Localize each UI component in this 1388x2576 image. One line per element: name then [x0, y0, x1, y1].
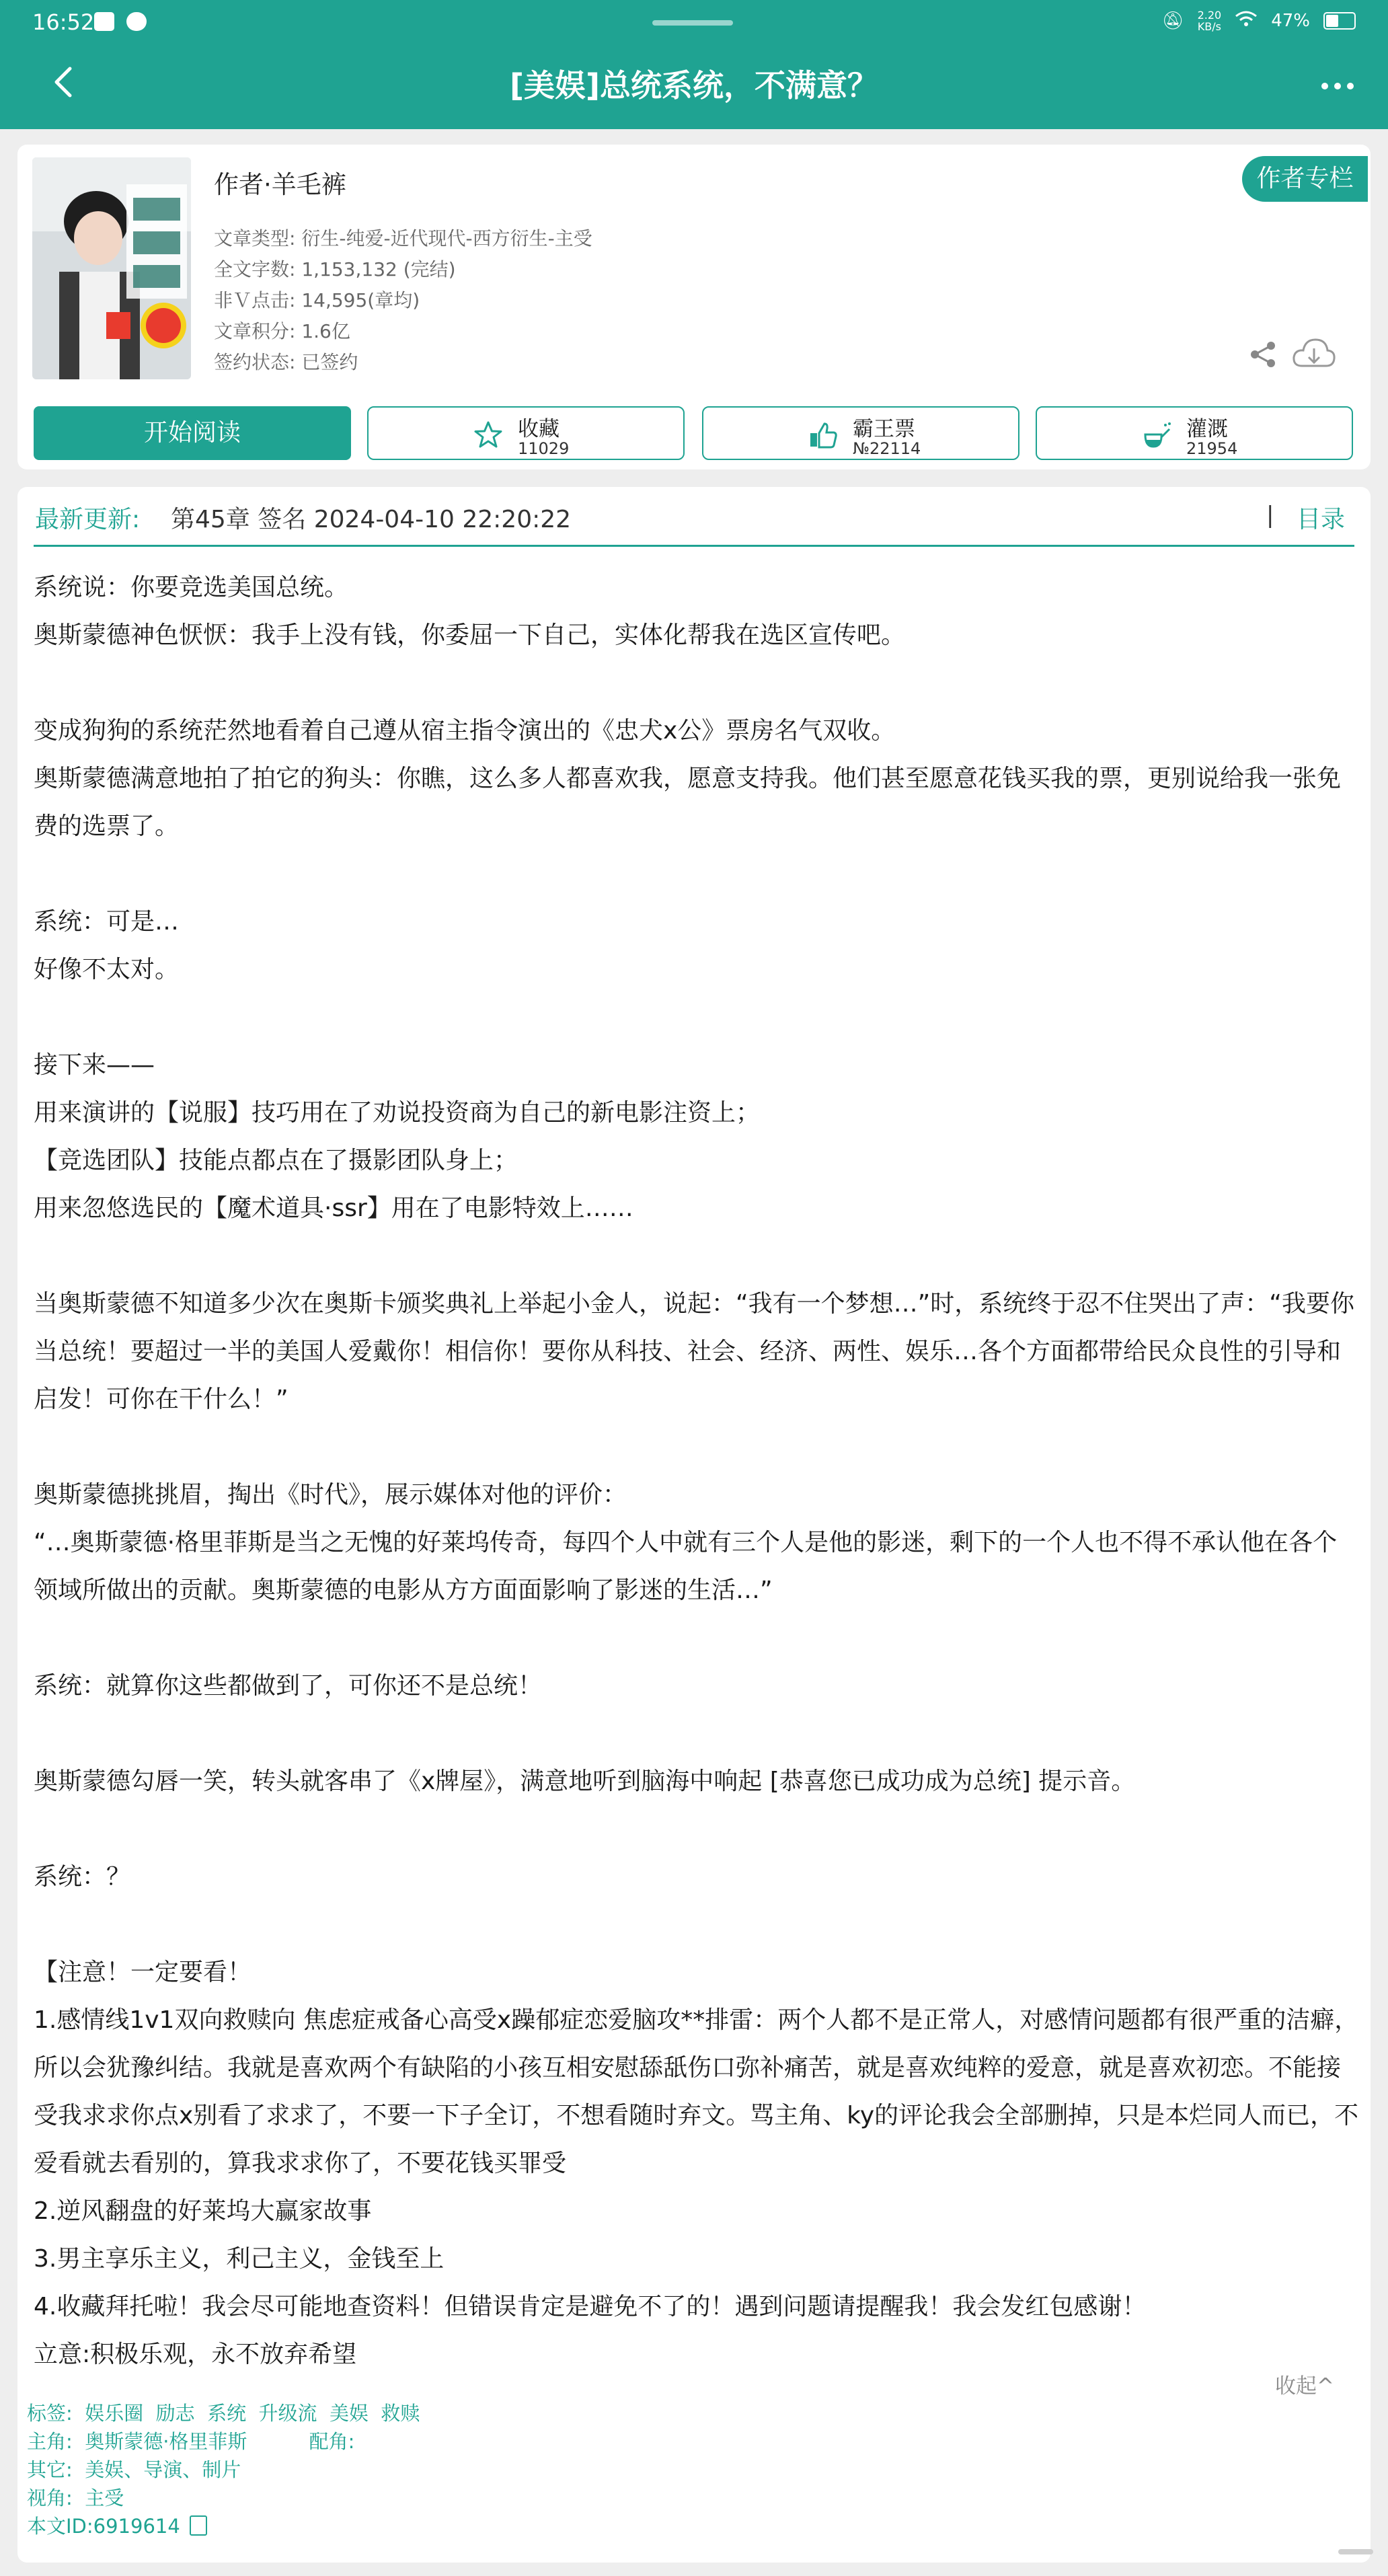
water-label: 灌溉 — [1186, 417, 1228, 441]
share-icon[interactable] — [1248, 340, 1278, 369]
water-count: 21954 — [1186, 439, 1238, 458]
divider — [34, 545, 1354, 547]
intro-paragraph: “…奥斯蒙德·格里菲斯是当之无愧的好莱坞传奇，每四个人中就有三个人是他的影迷，剩下的一个人也不得不承认他在各个领域所做出的贡献。奥斯蒙德的电影从方方面面影响了影迷的生活…” — [34, 1529, 1338, 1604]
lead-characters-line: 主角: 奥斯蒙德·格里菲斯 配角: — [27, 2430, 355, 2453]
book-meta — [214, 223, 592, 378]
tags-block — [27, 2399, 420, 2540]
intro-paragraph: 系统说：你要竞选美国总统。 — [34, 574, 349, 601]
blank-line — [34, 993, 1360, 1041]
download-cloud-icon[interactable] — [1291, 335, 1337, 373]
blank-line — [34, 1232, 1360, 1280]
book-id: 本文ID:6919614 — [27, 2515, 180, 2538]
intro-paragraph: 当奥斯蒙德不知道多少次在奥斯卡颁奖典礼上举起小金人，说起：“我有一个梦想…”时，系统终于忍不住哭出了声：“我要你当总统！要超过一半的美国人爱戴你！相信你！要你从科技、社会、经济、两性、娱乐…各个方面都带给民众良性的引导和启发！可你在干什么！” — [34, 1290, 1354, 1413]
notification-icons — [94, 12, 147, 31]
intro-paragraph: 【注意！一定要看！ — [34, 1959, 252, 1986]
favorite-count: 11029 — [518, 439, 570, 458]
mute-bell-icon: 🔕︎ — [1161, 11, 1184, 31]
latest-update-label: 最新更新: — [35, 506, 141, 533]
more-icon[interactable] — [1314, 65, 1361, 108]
meta-contract: 签约状态: 已签约 — [214, 351, 358, 373]
blank-line — [34, 1614, 1360, 1662]
collapse-button[interactable]: 收起^ — [1275, 2374, 1334, 2398]
latest-update-separator: | — [1266, 502, 1274, 529]
message-notification-icon — [94, 12, 114, 31]
wifi-icon — [1235, 10, 1258, 32]
blank-line — [34, 1423, 1360, 1471]
start-reading-button[interactable]: 开始阅读 — [34, 406, 351, 460]
meta-type: 文章类型: 衍生-纯爱-近代现代-西方衍生-主受 — [214, 227, 592, 250]
copy-icon[interactable] — [190, 2515, 207, 2536]
watering-can-icon — [1141, 420, 1172, 451]
favorite-button[interactable] — [367, 406, 685, 460]
intro-paragraph: 3.男主享乐主义，利己主义，金钱至上 — [34, 2245, 445, 2273]
latest-update-chapter[interactable]: 第45章 签名 2024-04-10 22:20:22 — [171, 506, 572, 533]
tags-line[interactable]: 标签: 娱乐圈 励志 系统 升级流 美娱 救赎 — [27, 2402, 420, 2425]
intro-paragraph: 【竞选团队】技能点都点在了摄影团队身上； — [34, 1147, 518, 1174]
thumbs-up-icon — [808, 420, 839, 451]
blank-line — [34, 1710, 1360, 1757]
blank-line — [34, 1805, 1360, 1853]
intro-paragraph: 系统：可是… — [34, 908, 180, 936]
intro-paragraph: 奥斯蒙德满意地拍了拍它的狗头：你瞧，这么多人都喜欢我，愿意支持我。他们甚至愿意花钱买我的票，更别说给我一张免费的选票了。 — [34, 765, 1342, 840]
toc-link[interactable]: 目录 — [1297, 506, 1346, 533]
status-bar — [0, 0, 1388, 48]
blank-line — [34, 1901, 1360, 1948]
network-speed: 2.20 KB/s — [1197, 9, 1222, 33]
intro-paragraph: 4.收藏拜托啦！我会尽可能地查资料！但错误肯定是避免不了的！遇到问题请提醒我！我会发红包感谢！ — [34, 2293, 1147, 2320]
battery-percent: 47% — [1271, 11, 1310, 31]
intro-paragraph: 接下来—— — [34, 1051, 155, 1079]
other-line: 其它: 美娱、导演、制片 — [27, 2458, 241, 2481]
battery-icon — [1323, 12, 1356, 30]
intro-paragraph: 奥斯蒙德勾唇一笑，转头就客串了《x牌屋》，满意地听到脑海中响起 [恭喜您已成功成为总统] 提示音。 — [34, 1768, 1136, 1795]
intro-paragraph: 用来演讲的【说服】技巧用在了劝说投资商为自己的新电影注资上； — [34, 1099, 761, 1127]
pov-line: 视角: 主受 — [27, 2487, 124, 2509]
intro-text — [34, 564, 1360, 2378]
intro-paragraph: 变成狗狗的系统茫然地看着自己遵从宿主指令演出的《忠犬x公》票房名气双收。 — [34, 717, 896, 745]
intro-paragraph: 系统：？ — [34, 1863, 131, 1891]
intro-paragraph: 用来忽悠选民的【魔术道具·ssr】用在了电影特效上…… — [34, 1195, 633, 1222]
meta-score: 文章积分: 1.6亿 — [214, 320, 350, 342]
intro-paragraph: 奥斯蒙德神色恹恹：我手上没有钱，你委屈一下自己，实体化帮我在选区宣传吧。 — [34, 621, 906, 649]
intro-paragraph: 系统：就算你这些都做到了，可你还不是总统！ — [34, 1672, 543, 1700]
favorite-label: 收藏 — [518, 417, 560, 441]
intro-paragraph: 奥斯蒙德挑挑眉，掏出《时代》，展示媒体对他的评价： — [34, 1481, 627, 1509]
meta-clicks: 非Ｖ点击: 14,595(章均) — [214, 289, 420, 311]
book-cover[interactable] — [32, 157, 191, 379]
vote-label: 霸王票 — [853, 417, 915, 441]
vote-button[interactable] — [702, 406, 1019, 460]
blank-line — [34, 659, 1360, 707]
status-time: 16:52 — [32, 9, 95, 35]
back-icon[interactable] — [40, 59, 87, 106]
author-column-button[interactable]: 作者专栏 — [1242, 156, 1368, 202]
scroll-indicator — [1338, 2549, 1373, 2554]
system-indicators — [1162, 9, 1356, 32]
water-button[interactable] — [1036, 406, 1353, 460]
star-icon — [473, 420, 504, 451]
vote-count: №22114 — [853, 439, 921, 458]
blank-line — [34, 850, 1360, 898]
multi-window-handle[interactable] — [652, 20, 733, 26]
author-name[interactable]: 作者·羊毛裤 — [214, 170, 346, 199]
intro-paragraph: 好像不太对。 — [34, 956, 180, 983]
intro-paragraph: 2.逆风翻盘的好莱坞大赢家故事 — [34, 2197, 372, 2225]
page-title: [美娱]总统系统，不满意？ — [509, 67, 879, 104]
intro-paragraph: 立意:积极乐观，永不放弃希望 — [34, 2341, 357, 2368]
meta-word-count: 全文字数: 1,153,132 (完结) — [214, 258, 456, 280]
intro-paragraph: 1.感情线1v1双向救赎向 焦虑症戒备心高受x躁郁症恋爱脑攻**排雷：两个人都不是正常人，对感情问题都有很严重的洁癖，所以会犹豫纠结。我就是喜欢两个有缺陷的小孩互相安慰舔舐伤口弥补痛苦，就是喜欢纯粹的爱意，就是喜欢初恋。不能接受我求求你点x别看了求求了，不要一下子全订，不想看随时弃文。骂主角、ky的评论我会全部删掉，只是本烂同人而已，不爱看就去看别的，算我求求你了，不要花钱买罪受 — [34, 2006, 1359, 2177]
cloud-notification-icon — [126, 12, 147, 31]
book-id-line — [27, 2512, 420, 2540]
